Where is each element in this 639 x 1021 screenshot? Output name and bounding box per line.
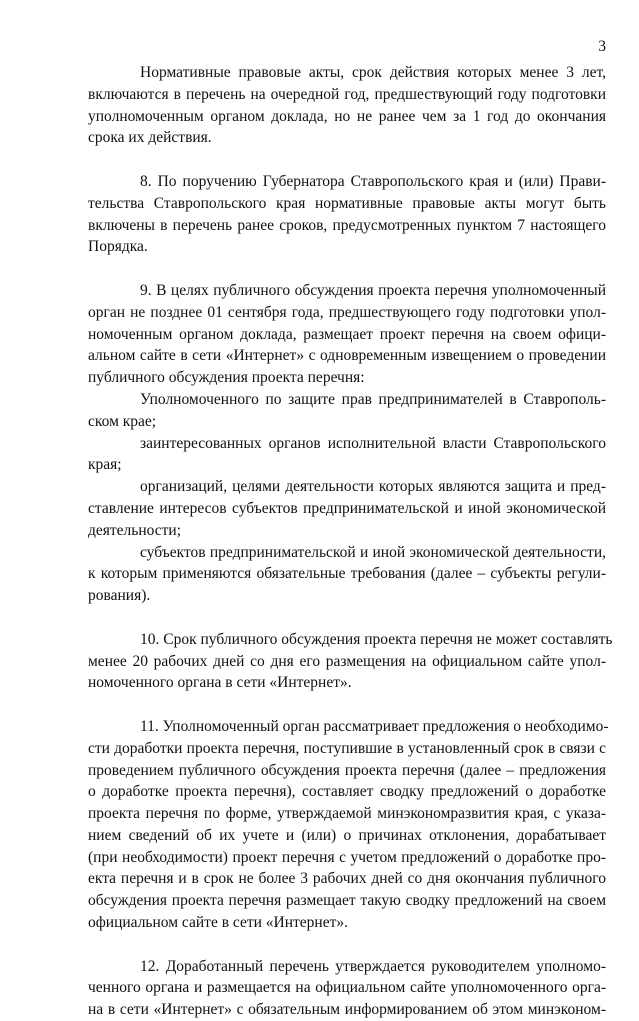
text-line: о доработке проекта перечня), составляет сводку предложений о доработке xyxy=(88,783,606,801)
paragraph-10 xyxy=(88,629,613,694)
text-line: Уполномоченного по защите прав предпринимателей в Ставрополь- xyxy=(140,390,606,408)
text-line: екта перечня и в срок не более 3 рабочих дней со дня окончания публичного xyxy=(88,870,606,888)
text-line: рования). xyxy=(88,587,151,605)
text-line: менее 20 рабочих дней со дня его размещения на официальном сайте упол- xyxy=(88,652,606,670)
paragraph-acts-term xyxy=(88,62,606,149)
text-line: 10. Срок публичного обсуждения проекта перечня не может составлять xyxy=(140,630,613,648)
text-line: включаются в перечень на очередной год, предшествующий году подготовки xyxy=(88,85,606,103)
text-line: сти доработки проекта перечня, поступившие в установленный срок в связи с xyxy=(88,739,606,757)
text-line: номоченного органа в сети «Интернет». xyxy=(88,674,352,692)
text-line: 12. Доработанный перечень утверждается руководителем уполномо- xyxy=(140,957,606,975)
text-line: 9. В целях публичного обсуждения проекта перечня уполномоченный xyxy=(140,281,606,299)
paragraph-12 xyxy=(88,956,606,1021)
text-line: обсуждения проекта перечня размещает такую сводку предложений на своем xyxy=(88,892,606,910)
document-body xyxy=(88,62,613,1021)
text-line: субъектов предпринимательской и иной экономической деятельности, xyxy=(140,543,606,561)
paragraph-11 xyxy=(88,716,609,934)
text-line: заинтересованных органов исполнительной власти Ставропольского xyxy=(140,434,606,452)
text-line: номоченным органом доклада, размещает проект перечня на своем офици- xyxy=(88,325,606,343)
text-line: уполномоченным органом доклада, но не ранее чем за 1 год до окончания xyxy=(88,107,606,125)
text-line: организаций, целями деятельности которых являются защита и пред- xyxy=(140,478,606,496)
text-line: альном сайте в сети «Интернет» с одновременным извещением о проведении xyxy=(88,347,606,365)
page-number: 3 xyxy=(598,38,606,55)
text-line: орган не позднее 01 сентября года, предшествующего году подготовки упол- xyxy=(88,303,606,321)
text-line: нием сведений об их учете и (или) о причинах отклонения, дорабатывает xyxy=(88,826,606,844)
text-line: к которым применяются обязательные требования (далее – субъекты регули- xyxy=(88,565,606,583)
paragraph-9 xyxy=(88,280,606,607)
text-line: включены в перечень ранее сроков, предусмотренных пунктом 7 настоящего xyxy=(88,216,606,234)
text-line: срока их действия. xyxy=(88,129,212,147)
text-line: ченного органа и размещается на официальном сайте уполномоченного орга- xyxy=(88,979,606,997)
paragraph-8 xyxy=(88,171,606,258)
text-line: 11. Уполномоченный орган рассматривает предложения о необходимо- xyxy=(140,717,609,735)
text-line: тельства Ставропольского края нормативные правовые акты могут быть xyxy=(88,194,606,212)
text-line: публичного обсуждения проекта перечня: xyxy=(88,369,365,387)
text-line: ском крае; xyxy=(88,412,157,430)
text-line: (при необходимости) проект перечня с учетом предложений о доработке про- xyxy=(88,848,606,866)
text-line: ставление интересов субъектов предпринимательской и иной экономической xyxy=(88,499,606,517)
text-line: края; xyxy=(88,456,122,474)
text-line: Порядка. xyxy=(88,238,148,256)
text-line: деятельности; xyxy=(88,521,182,539)
text-line: 8. По поручению Губернатора Ставропольского края и (или) Прави- xyxy=(140,172,606,190)
text-line: на в сети «Интернет» с обязательным информированием об этом минэконом- xyxy=(88,1001,606,1019)
text-line: проекта перечня по форме, утверждаемой минэкономразвития края, с указа- xyxy=(88,805,606,823)
text-line: Нормативные правовые акты, срок действия которых менее 3 лет, xyxy=(140,64,606,81)
text-line: проведением публичного обсуждения проекта перечня (далее – предложения xyxy=(88,761,606,779)
text-line: официальном сайте в сети «Интернет». xyxy=(88,914,349,932)
